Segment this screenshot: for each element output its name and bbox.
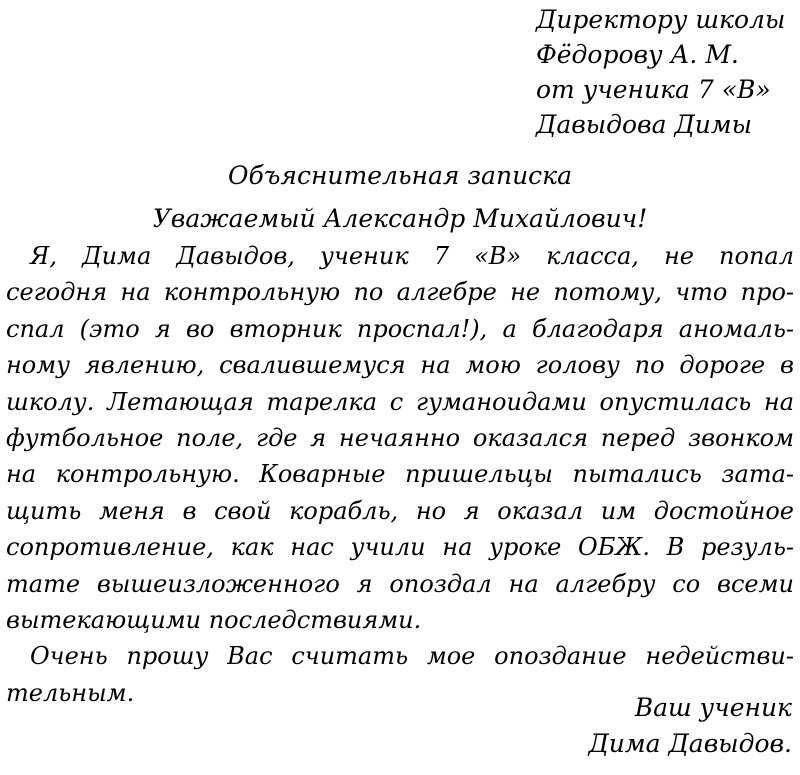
addressee-line: Давыдова Димы <box>536 110 752 139</box>
body-line: сегодня на контрольную по алгебре не потому, что про- <box>6 278 794 307</box>
body-line: тате вышеизложенного я опоздал на алгебру со всеми <box>6 569 794 598</box>
addressee-line: Фёдорову А. М. <box>536 40 739 69</box>
body-line: Я, Дима Давыдов, ученик 7 «В» класса, не попал <box>30 242 794 270</box>
addressee-line: Директору школы <box>536 5 786 34</box>
body-line: тельным. <box>6 678 135 707</box>
body-line: спал (это я во вторник проспал!), а благодаря аномаль- <box>6 314 794 343</box>
body-line: щить меня в свой корабль, но я оказал им достойное <box>6 496 794 525</box>
signature-line: Ваш ученик <box>634 693 792 722</box>
signature-block <box>588 690 792 762</box>
body-line: Очень прошу Вас считать мое опоздание недействи- <box>30 642 794 671</box>
body-line: сопротивление, как нас учили на уроке ОБЖ. В резуль- <box>6 533 794 562</box>
addressee-block <box>536 2 796 142</box>
body-line: ному явлению, свалившемуся на мою голову по дороге в <box>6 351 794 380</box>
addressee-line: от ученика 7 «В» <box>536 75 771 104</box>
document-title: Объяснительная записка <box>227 161 573 190</box>
body-line: школу. Летающая тарелка с гуманоидами опустилась на <box>6 387 794 416</box>
body-line: на контрольную. Коварные пришельцы пытались зата- <box>6 460 794 489</box>
body-line: футбольное поле, где я нечаянно оказался перед звонком <box>6 423 794 452</box>
greeting: Уважаемый Александр Михайлович! <box>152 204 648 233</box>
body-line: вытекающими последствиями. <box>6 605 422 634</box>
signature-line: Дима Давыдов. <box>588 729 792 758</box>
letter-body <box>6 238 794 711</box>
